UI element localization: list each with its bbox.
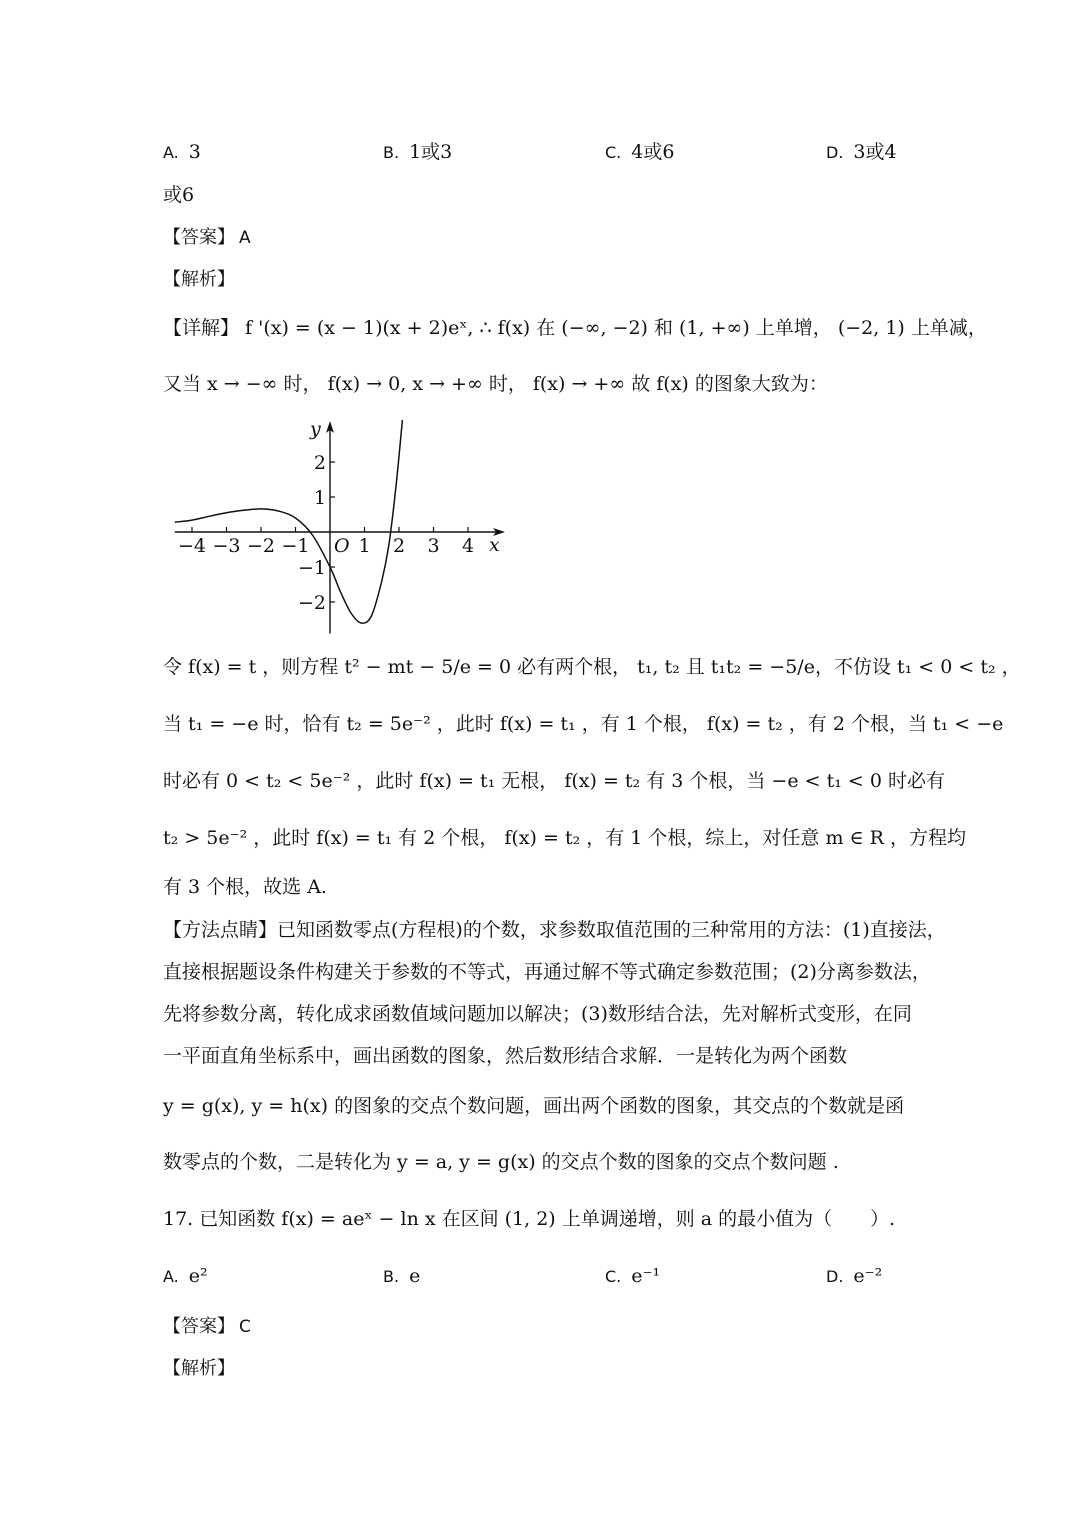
option-text: 1或3	[409, 141, 453, 163]
answer-value: A	[239, 228, 251, 248]
method-line-1: 【方法点睛】已知函数零点(方程根)的个数，求参数取值范围的三种常用的方法：(1)直接法，	[163, 919, 946, 941]
answer-value: C	[239, 1317, 251, 1337]
x-tick-label: −1	[281, 535, 310, 557]
option-text: 3或4	[853, 141, 897, 163]
option-label: C.	[605, 1267, 622, 1286]
para-line-2: 当 t₁ = −e 时，恰有 t₂ = 5e⁻² ，此时 f(x) = t₁ ，有 1 个根， f(x) = t₂ ，有 2 个根，当 t₁ < −e	[163, 713, 1004, 735]
detail-line-2: 又当 x → −∞ 时， f(x) → 0, x → +∞ 时， f(x) → +∞ 故 f(x) 的图象大致为：	[163, 373, 828, 395]
analysis-tag-text: 【解析】	[163, 269, 235, 290]
answer-line	[163, 223, 251, 252]
option-d	[826, 138, 897, 167]
analysis-tag-text: 【解析】	[163, 1358, 235, 1379]
answer-tag: 【答案】	[163, 227, 235, 248]
option-d-continuation: 或6	[163, 184, 195, 206]
ticks	[178, 452, 474, 614]
x-tick-label: −4	[177, 535, 207, 557]
y-tick-label: −2	[297, 592, 326, 614]
x-tick-label: −3	[212, 535, 241, 557]
y-axis-label: y	[310, 418, 321, 440]
option-text: e	[409, 1265, 421, 1287]
q17-analysis-tag	[163, 1354, 235, 1383]
answer-tag: 【答案】	[163, 1316, 235, 1337]
x-tick-label: 4	[461, 535, 475, 557]
q17-option-a	[163, 1262, 208, 1291]
option-text: 3	[188, 141, 201, 163]
para-line-1: 令 f(x) = t ，则方程 t² − mt − 5/e = 0 必有两个根， t₁, t₂ 且 t₁t₂ = −5/e，不仿设 t₁ < 0 < t₂ ，	[163, 656, 1021, 678]
y-tick-label: −1	[297, 557, 326, 579]
para-line-3: 时必有 0 < t₂ < 5e⁻² ，此时 f(x) = t₁ 无根， f(x) = t₂ 有 3 个根，当 −e < t₁ < 0 时必有	[163, 770, 945, 792]
option-label: B.	[383, 1267, 400, 1286]
x-tick-label: 3	[427, 535, 440, 557]
option-text: e²	[188, 1265, 208, 1287]
option-label: B.	[383, 143, 400, 162]
detail-line-1: 【详解】 f '(x) = (x − 1)(x + 2)eˣ, ∴ f(x) 在 (−∞, −2) 和 (1, +∞) 上单增， (−2, 1) 上单减，	[163, 317, 987, 339]
option-text: 4或6	[631, 141, 675, 163]
para-line-4: t₂ > 5e⁻² ，此时 f(x) = t₁ 有 2 个根， f(x) = t₂ ，有 1 个根，综上，对任意 m ∈ R ，方程均	[163, 827, 966, 849]
y-tick-label: 1	[313, 487, 326, 509]
origin-label: O	[334, 535, 350, 557]
curve-group	[175, 420, 406, 623]
x-axis-label: x	[489, 534, 500, 556]
option-a	[163, 138, 201, 167]
axes	[175, 418, 505, 634]
x-tick-label: 1	[358, 535, 371, 557]
function-curve	[175, 420, 406, 623]
analysis-tag	[163, 265, 235, 294]
option-text: e⁻¹	[631, 1265, 661, 1287]
method-line-5: y = g(x), y = h(x) 的图象的交点个数问题，画出两个函数的图象，其交点的个数就是函	[163, 1095, 905, 1117]
option-label: A.	[163, 1267, 179, 1286]
para-line-5: 有 3 个根，故选 A.	[163, 876, 327, 898]
option-c	[605, 138, 674, 167]
method-line-4: 一平面直角坐标系中，画出函数的图象，然后数形结合求解．一是转化为两个函数	[163, 1045, 848, 1067]
q17-option-b	[383, 1262, 420, 1291]
q17-answer-line	[163, 1312, 251, 1341]
y-tick-label: 2	[313, 452, 326, 474]
x-tick-label: −2	[246, 535, 276, 557]
x-tick-label: 2	[392, 535, 406, 557]
option-label: A.	[163, 143, 179, 162]
function-graph	[160, 418, 505, 640]
q17-stem: 17. 已知函数 f(x) = aeˣ − ln x 在区间 (1, 2) 上单调递增，则 a 的最小值为（ ）.	[163, 1208, 896, 1230]
method-line-6: 数零点的个数，二是转化为 y = a, y = g(x) 的交点个数的图象的交点个数问题 .	[163, 1151, 839, 1173]
option-label: C.	[605, 143, 622, 162]
option-label: D.	[826, 1267, 844, 1286]
option-text: e⁻²	[853, 1265, 883, 1287]
method-line-2: 直接根据题设条件构建关于参数的不等式，再通过解不等式确定参数范围；(2)分离参数法，	[163, 961, 931, 983]
method-line-3: 先将参数分离，转化成求函数值域问题加以解决；(3)数形结合法，先对解析式变形，在同	[163, 1003, 912, 1025]
q17-option-c	[605, 1262, 660, 1291]
option-label: D.	[826, 143, 844, 162]
q17-option-d	[826, 1262, 882, 1291]
option-b	[383, 138, 452, 167]
